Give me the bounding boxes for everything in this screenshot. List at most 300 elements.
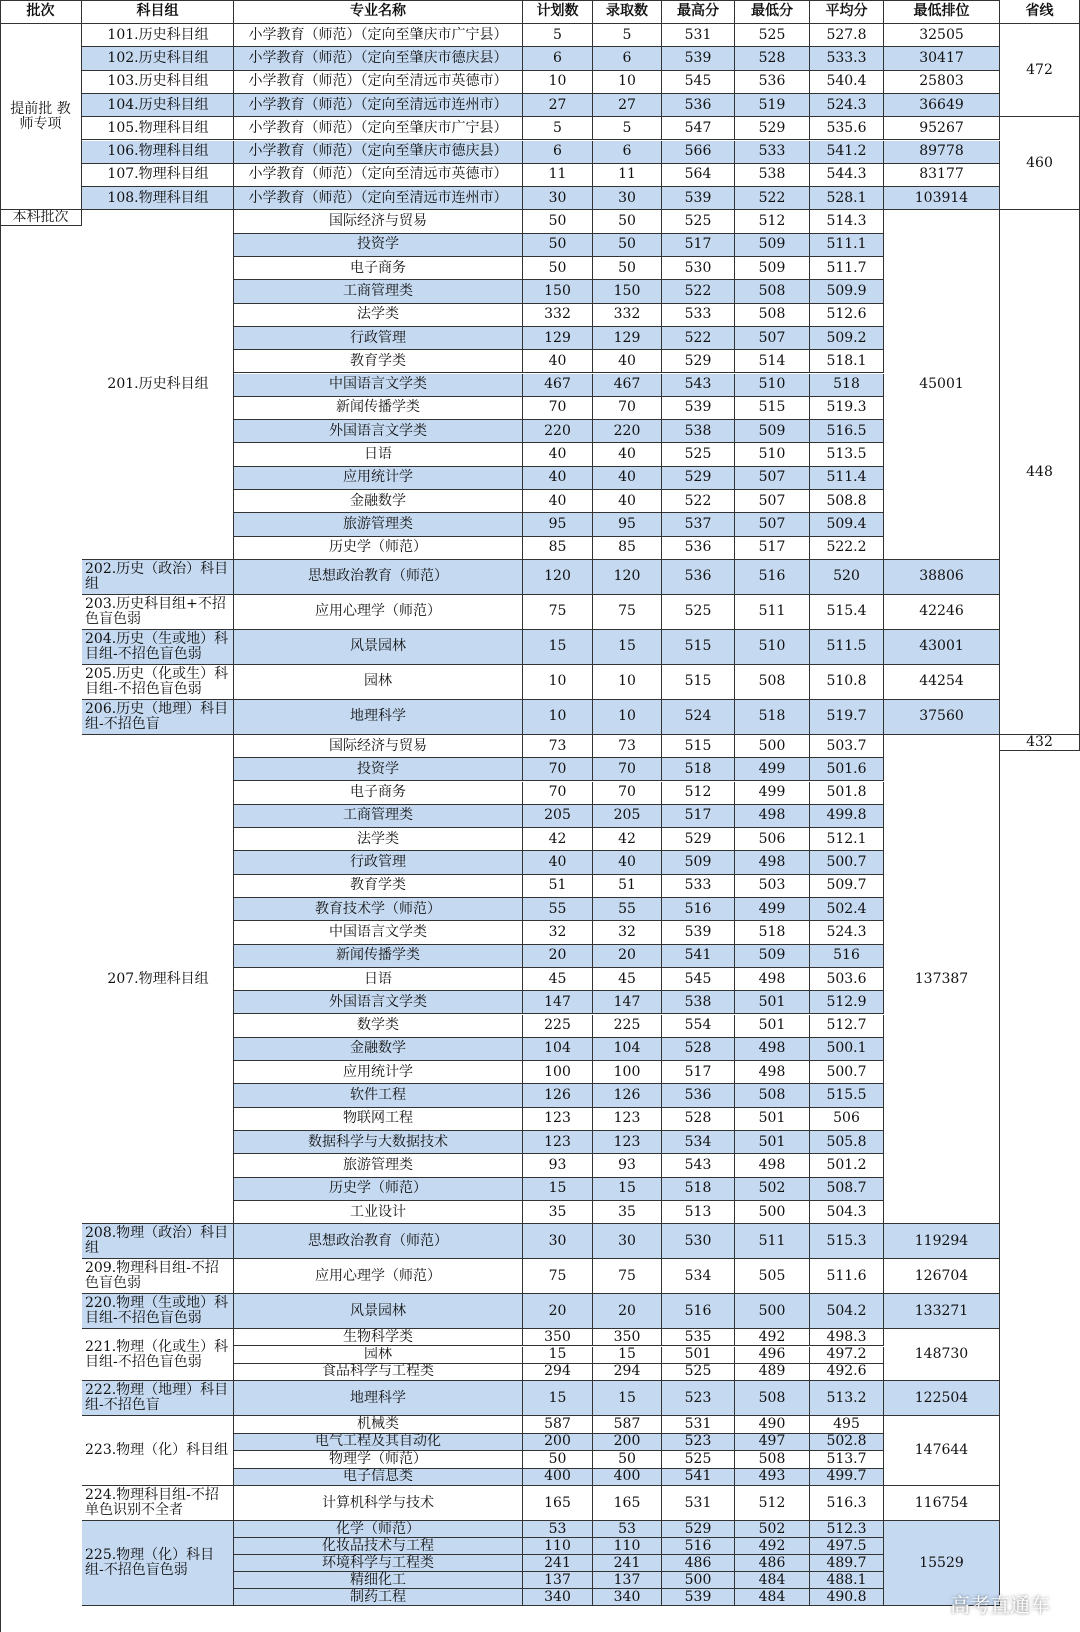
score-min: 484 (735, 1572, 810, 1589)
score-plan: 220 (523, 420, 593, 443)
score-max: 536 (662, 94, 735, 117)
score-min: 500 (735, 735, 810, 758)
major-name: 应用心理学（师范） (234, 595, 523, 630)
score-admit: 123 (593, 1131, 662, 1154)
score-max: 541 (662, 1469, 735, 1487)
score-admit: 120 (593, 560, 662, 595)
score-avg: 511.6 (810, 1259, 884, 1294)
score-avg: 513.7 (810, 1451, 884, 1469)
score-admit: 104 (593, 1038, 662, 1061)
score-max: 516 (662, 1538, 735, 1555)
score-plan: 225 (523, 1015, 593, 1038)
score-plan: 400 (523, 1469, 593, 1487)
score-plan: 73 (523, 735, 593, 758)
major-name: 金融数学 (234, 490, 523, 513)
score-min: 501 (735, 991, 810, 1014)
major-name: 计算机科学与技术 (234, 1486, 523, 1521)
major-name: 工商管理类 (234, 805, 523, 828)
score-avg: 497.5 (810, 1538, 884, 1555)
score-plan: 45 (523, 968, 593, 991)
score-admit: 200 (593, 1434, 662, 1452)
score-plan: 40 (523, 443, 593, 466)
score-min: 498 (735, 1038, 810, 1061)
score-admit: 15 (593, 1178, 662, 1201)
subject-group-cell: 209.物理科目组-不招色盲色弱 (82, 1259, 234, 1294)
score-min: 515 (735, 397, 810, 420)
score-max: 518 (662, 758, 735, 781)
score-min: 508 (735, 1084, 810, 1107)
subject-group-cell: 203.历史科目组+不招色盲色弱 (82, 595, 234, 630)
score-min: 529 (735, 117, 810, 140)
major-name: 日语 (234, 443, 523, 466)
min-rank-cell: 30417 (884, 47, 1000, 70)
provincial-line-cell: 472 (1000, 24, 1080, 117)
min-rank-cell: 122504 (884, 1381, 1000, 1416)
score-min: 503 (735, 875, 810, 898)
major-name: 投资学 (234, 234, 523, 257)
major-name: 投资学 (234, 758, 523, 781)
score-max: 534 (662, 1259, 735, 1294)
score-admit: 35 (593, 1201, 662, 1224)
score-admit: 126 (593, 1084, 662, 1107)
major-name: 小学教育（师范）（定向至清远市英德市） (234, 164, 523, 187)
major-name: 教育学类 (234, 350, 523, 373)
score-admit: 6 (593, 141, 662, 164)
major-name: 国际经济与贸易 (234, 210, 523, 233)
score-min: 538 (735, 164, 810, 187)
score-avg: 515.4 (810, 595, 884, 630)
score-max: 500 (662, 1572, 735, 1589)
subject-group-cell: 202.历史（政治）科目组 (82, 560, 234, 595)
score-min: 516 (735, 560, 810, 595)
major-name: 软件工程 (234, 1084, 523, 1107)
subject-group-cell: 223.物理（化）科目组 (82, 1416, 234, 1486)
score-max: 516 (662, 898, 735, 921)
score-admit: 110 (593, 1538, 662, 1555)
header-avg-score: 平均分 (810, 0, 884, 24)
score-min: 498 (735, 805, 810, 828)
score-min: 518 (735, 921, 810, 944)
score-min: 498 (735, 968, 810, 991)
score-admit: 5 (593, 117, 662, 140)
score-min: 509 (735, 945, 810, 968)
score-admit: 40 (593, 851, 662, 874)
score-max: 539 (662, 47, 735, 70)
score-plan: 205 (523, 805, 593, 828)
score-admit: 225 (593, 1015, 662, 1038)
major-name: 应用统计学 (234, 1061, 523, 1084)
min-rank-cell: 116754 (884, 1486, 1000, 1521)
score-plan: 137 (523, 1572, 593, 1589)
score-plan: 93 (523, 1154, 593, 1177)
score-max: 501 (662, 1347, 735, 1364)
major-name: 金融数学 (234, 1038, 523, 1061)
score-avg: 511.7 (810, 257, 884, 280)
score-avg: 524.3 (810, 94, 884, 117)
major-name: 思想政治教育（师范） (234, 560, 523, 595)
header-plan: 计划数 (523, 0, 593, 24)
score-max: 522 (662, 280, 735, 303)
major-name: 新闻传播学类 (234, 945, 523, 968)
subject-group-cell: 102.历史科目组 (82, 47, 234, 70)
score-plan: 120 (523, 560, 593, 595)
score-max: 537 (662, 513, 735, 536)
score-min: 492 (735, 1538, 810, 1555)
score-admit: 93 (593, 1154, 662, 1177)
score-max: 536 (662, 560, 735, 595)
subject-group-cell: 225.物理（化）科目组-不招色盲色弱 (82, 1521, 234, 1606)
major-name: 生物科学类 (234, 1329, 523, 1346)
score-admit: 332 (593, 304, 662, 327)
score-max: 539 (662, 1589, 735, 1606)
score-min: 490 (735, 1416, 810, 1434)
score-plan: 126 (523, 1084, 593, 1107)
score-min: 508 (735, 1451, 810, 1469)
score-admit: 53 (593, 1521, 662, 1538)
score-avg: 516 (810, 945, 884, 968)
score-admit: 40 (593, 490, 662, 513)
score-admit: 10 (593, 665, 662, 700)
score-max: 554 (662, 1015, 735, 1038)
score-admit: 70 (593, 758, 662, 781)
score-min: 499 (735, 758, 810, 781)
score-admit: 241 (593, 1555, 662, 1572)
score-avg: 508.7 (810, 1178, 884, 1201)
score-admit: 27 (593, 94, 662, 117)
major-name: 数据科学与大数据技术 (234, 1131, 523, 1154)
score-admit: 400 (593, 1469, 662, 1487)
score-avg: 512.9 (810, 991, 884, 1014)
major-name: 物联网工程 (234, 1108, 523, 1131)
score-avg: 518.1 (810, 350, 884, 373)
score-min: 507 (735, 490, 810, 513)
score-avg: 511.1 (810, 234, 884, 257)
score-plan: 50 (523, 1451, 593, 1469)
score-plan: 40 (523, 851, 593, 874)
score-max: 518 (662, 1178, 735, 1201)
score-avg: 519.7 (810, 700, 884, 735)
score-plan: 241 (523, 1555, 593, 1572)
header-batch: 批次 (0, 0, 82, 24)
score-avg: 533.3 (810, 47, 884, 70)
score-max: 530 (662, 1224, 735, 1259)
score-min: 499 (735, 782, 810, 805)
score-plan: 35 (523, 1201, 593, 1224)
score-min: 509 (735, 234, 810, 257)
score-avg: 513.2 (810, 1381, 884, 1416)
score-max: 525 (662, 1364, 735, 1381)
score-min: 519 (735, 94, 810, 117)
score-avg: 505.8 (810, 1131, 884, 1154)
subject-group-cell: 204.历史（生或地）科目组-不招色盲色弱 (82, 630, 234, 665)
score-avg: 520 (810, 560, 884, 595)
major-name: 旅游管理类 (234, 513, 523, 536)
score-avg: 512.6 (810, 304, 884, 327)
min-rank-cell: 42246 (884, 595, 1000, 630)
major-name: 中国语言文学类 (234, 374, 523, 397)
score-avg: 502.8 (810, 1434, 884, 1452)
major-name: 地理科学 (234, 1381, 523, 1416)
score-plan: 85 (523, 537, 593, 560)
min-rank-cell: 119294 (884, 1224, 1000, 1259)
score-max: 515 (662, 735, 735, 758)
score-min: 528 (735, 47, 810, 70)
score-avg: 522.2 (810, 537, 884, 560)
major-name: 食品科学与工程类 (234, 1364, 523, 1381)
major-name: 电气工程及其自动化 (234, 1434, 523, 1452)
min-rank-cell: 103914 (884, 187, 1000, 210)
score-plan: 70 (523, 758, 593, 781)
score-admit: 70 (593, 782, 662, 805)
score-min: 492 (735, 1329, 810, 1346)
score-max: 530 (662, 257, 735, 280)
score-avg: 504.2 (810, 1294, 884, 1329)
subject-group-cell: 103.历史科目组 (82, 71, 234, 94)
score-min: 507 (735, 513, 810, 536)
score-avg: 492.6 (810, 1364, 884, 1381)
major-name: 小学教育（师范）（定向至清远市连州市） (234, 94, 523, 117)
score-min: 500 (735, 1201, 810, 1224)
score-max: 512 (662, 782, 735, 805)
score-min: 507 (735, 467, 810, 490)
score-max: 525 (662, 595, 735, 630)
score-max: 531 (662, 1486, 735, 1521)
score-avg: 518 (810, 374, 884, 397)
score-admit: 30 (593, 1224, 662, 1259)
subject-group-cell: 108.物理科目组 (82, 187, 234, 210)
major-name: 小学教育（师范）（定向至清远市连州市） (234, 187, 523, 210)
score-plan: 51 (523, 875, 593, 898)
score-avg: 524.3 (810, 921, 884, 944)
score-min: 502 (735, 1521, 810, 1538)
score-plan: 32 (523, 921, 593, 944)
score-max: 517 (662, 234, 735, 257)
min-rank-cell: 38806 (884, 560, 1000, 595)
score-plan: 55 (523, 898, 593, 921)
score-avg: 528.1 (810, 187, 884, 210)
min-rank-cell: 32505 (884, 24, 1000, 47)
batch-cell: 本科批次 (0, 210, 82, 226)
score-max: 545 (662, 968, 735, 991)
score-avg: 512.1 (810, 828, 884, 851)
score-max: 529 (662, 467, 735, 490)
score-min: 508 (735, 1381, 810, 1416)
major-name: 应用心理学（师范） (234, 1259, 523, 1294)
score-plan: 20 (523, 1294, 593, 1329)
min-rank-cell: 36649 (884, 94, 1000, 117)
major-name: 工商管理类 (234, 280, 523, 303)
score-avg: 509.2 (810, 327, 884, 350)
subject-group-cell: 101.历史科目组 (82, 24, 234, 47)
score-avg: 508.8 (810, 490, 884, 513)
score-admit: 10 (593, 71, 662, 94)
score-min: 484 (735, 1589, 810, 1606)
score-plan: 10 (523, 700, 593, 735)
score-min: 502 (735, 1178, 810, 1201)
score-plan: 165 (523, 1486, 593, 1521)
score-plan: 110 (523, 1538, 593, 1555)
major-name: 小学教育（师范）（定向至清远市英德市） (234, 71, 523, 94)
major-name: 国际经济与贸易 (234, 735, 523, 758)
score-plan: 70 (523, 782, 593, 805)
score-min: 522 (735, 187, 810, 210)
score-avg: 499.8 (810, 805, 884, 828)
score-plan: 587 (523, 1416, 593, 1434)
score-avg: 501.2 (810, 1154, 884, 1177)
min-rank-cell: 137387 (884, 735, 1000, 1224)
major-name: 制药工程 (234, 1589, 523, 1606)
score-avg: 515.5 (810, 1084, 884, 1107)
score-min: 497 (735, 1434, 810, 1452)
score-avg: 500.7 (810, 851, 884, 874)
score-admit: 75 (593, 1259, 662, 1294)
major-name: 风景园林 (234, 1294, 523, 1329)
score-admit: 50 (593, 257, 662, 280)
subject-group-cell: 205.历史（化或生）科目组-不招色盲色弱 (82, 665, 234, 700)
score-avg: 511.4 (810, 467, 884, 490)
score-avg: 516.3 (810, 1486, 884, 1521)
score-min: 486 (735, 1555, 810, 1572)
major-name: 小学教育（师范）（定向至肇庆市广宁县） (234, 24, 523, 47)
score-plan: 11 (523, 164, 593, 187)
score-min: 525 (735, 24, 810, 47)
score-plan: 10 (523, 665, 593, 700)
score-plan: 294 (523, 1364, 593, 1381)
score-plan: 27 (523, 94, 593, 117)
major-name: 环境科学与工程类 (234, 1555, 523, 1572)
score-min: 507 (735, 327, 810, 350)
min-rank-cell: 95267 (884, 117, 1000, 140)
score-admit: 15 (593, 1381, 662, 1416)
score-max: 509 (662, 851, 735, 874)
subject-group-cell: 104.历史科目组 (82, 94, 234, 117)
score-avg: 513.5 (810, 443, 884, 466)
score-avg: 501.6 (810, 758, 884, 781)
score-avg: 490.8 (810, 1589, 884, 1606)
score-admit: 10 (593, 700, 662, 735)
score-admit: 85 (593, 537, 662, 560)
score-admit: 11 (593, 164, 662, 187)
subject-group-cell: 208.物理（政治）科目组 (82, 1224, 234, 1259)
score-min: 509 (735, 420, 810, 443)
major-name: 风景园林 (234, 630, 523, 665)
subject-group-cell: 224.物理科目组-不招单色识别不全者 (82, 1486, 234, 1521)
score-avg: 519.3 (810, 397, 884, 420)
score-min: 498 (735, 851, 810, 874)
score-admit: 51 (593, 875, 662, 898)
min-rank-cell: 37560 (884, 700, 1000, 735)
score-min: 510 (735, 630, 810, 665)
score-admit: 205 (593, 805, 662, 828)
score-max: 564 (662, 164, 735, 187)
score-avg: 488.1 (810, 1572, 884, 1589)
score-avg: 540.4 (810, 71, 884, 94)
score-admit: 32 (593, 921, 662, 944)
min-rank-cell: 126704 (884, 1259, 1000, 1294)
score-max: 533 (662, 304, 735, 327)
score-plan: 20 (523, 945, 593, 968)
score-admit: 42 (593, 828, 662, 851)
score-admit: 15 (593, 630, 662, 665)
score-plan: 70 (523, 397, 593, 420)
score-max: 543 (662, 1154, 735, 1177)
score-max: 547 (662, 117, 735, 140)
score-admit: 30 (593, 187, 662, 210)
score-plan: 5 (523, 24, 593, 47)
score-min: 510 (735, 374, 810, 397)
subject-group-cell: 207.物理科目组 (82, 735, 234, 1224)
min-rank-cell: 25803 (884, 71, 1000, 94)
score-admit: 220 (593, 420, 662, 443)
score-max: 529 (662, 1521, 735, 1538)
score-plan: 123 (523, 1108, 593, 1131)
header-major: 专业名称 (234, 0, 523, 24)
score-plan: 75 (523, 1259, 593, 1294)
score-plan: 50 (523, 234, 593, 257)
score-avg: 544.3 (810, 164, 884, 187)
subject-group-cell: 107.物理科目组 (82, 164, 234, 187)
score-plan: 6 (523, 47, 593, 70)
score-admit: 20 (593, 945, 662, 968)
score-avg: 515.3 (810, 1224, 884, 1259)
score-avg: 511.5 (810, 630, 884, 665)
major-name: 历史学（师范） (234, 1178, 523, 1201)
score-avg: 512.3 (810, 1521, 884, 1538)
subject-group-cell: 220.物理（生或地）科目组-不招色盲色弱 (82, 1294, 234, 1329)
score-avg: 509.9 (810, 280, 884, 303)
score-min: 508 (735, 280, 810, 303)
score-max: 539 (662, 397, 735, 420)
major-name: 法学类 (234, 828, 523, 851)
min-rank-cell: 148730 (884, 1329, 1000, 1381)
header-subject-group: 科目组 (82, 0, 234, 24)
major-name: 思想政治教育（师范） (234, 1224, 523, 1259)
score-min: 511 (735, 595, 810, 630)
score-max: 539 (662, 187, 735, 210)
provincial-line-cell: 448 (1000, 210, 1080, 735)
score-plan: 50 (523, 210, 593, 233)
score-plan: 15 (523, 1381, 593, 1416)
major-name: 教育学类 (234, 875, 523, 898)
score-min: 496 (735, 1347, 810, 1364)
score-min: 498 (735, 1061, 810, 1084)
major-name: 外国语言文学类 (234, 991, 523, 1014)
score-avg: 503.7 (810, 735, 884, 758)
major-name: 电子商务 (234, 782, 523, 805)
major-name: 新闻传播学类 (234, 397, 523, 420)
score-admit: 95 (593, 513, 662, 536)
score-max: 539 (662, 921, 735, 944)
score-min: 506 (735, 828, 810, 851)
major-name: 工业设计 (234, 1201, 523, 1224)
score-admit: 123 (593, 1108, 662, 1131)
major-name: 小学教育（师范）（定向至肇庆市德庆县） (234, 47, 523, 70)
score-admit: 73 (593, 735, 662, 758)
score-plan: 42 (523, 828, 593, 851)
score-min: 514 (735, 350, 810, 373)
major-name: 中国语言文学类 (234, 921, 523, 944)
score-plan: 75 (523, 595, 593, 630)
score-max: 515 (662, 665, 735, 700)
score-plan: 104 (523, 1038, 593, 1061)
score-min: 533 (735, 141, 810, 164)
score-max: 534 (662, 1131, 735, 1154)
major-name: 行政管理 (234, 851, 523, 874)
subject-group-cell: 206.历史（地理）科目组-不招色盲 (82, 700, 234, 735)
score-plan: 340 (523, 1589, 593, 1606)
score-min: 517 (735, 537, 810, 560)
score-plan: 30 (523, 1224, 593, 1259)
